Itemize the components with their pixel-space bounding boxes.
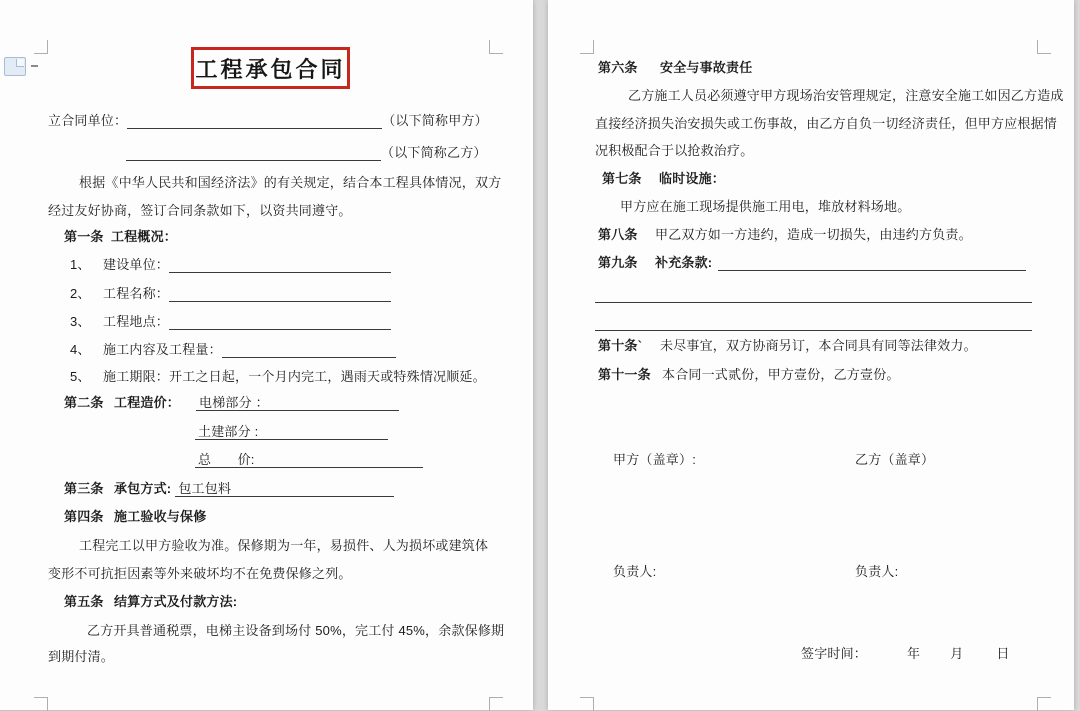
supplement-blank-line-2 [595, 314, 1032, 331]
seal-party-a: 甲方（盖章）: [613, 452, 697, 467]
article-6-body-2: 直接经济损失治安损失或工伤事故，由乙方自负一切经济责任，但甲方应根据情 [595, 116, 1058, 131]
article-11-line [598, 366, 900, 383]
article-7-title: 临时设施： [659, 171, 726, 186]
item-number: 4、 [70, 342, 91, 357]
margin-mark-top-left-p2 [580, 40, 594, 54]
sign-date-label: 签字时间： [801, 646, 868, 661]
intro-line-2: 经过友好协商，签订合同条款如下，以资共同遵守。 [48, 203, 352, 218]
margin-mark-bottom-left-p1 [34, 697, 48, 711]
margin-mark-top-left-p1 [34, 40, 48, 54]
item-number: 3、 [70, 314, 91, 329]
article-4-heading [64, 508, 206, 525]
article-5-body-2: 到期付清。 [48, 649, 115, 664]
item-number: 1、 [70, 257, 91, 272]
article-6-title: 安全与事故责任 [660, 60, 753, 75]
sign-date-month: 月 [950, 646, 964, 661]
article-2-heading [64, 394, 399, 411]
blank-underline [595, 315, 1032, 331]
price-total-blank: 总 价: [195, 451, 423, 468]
blank-underline [127, 113, 382, 129]
seal-party-b: 乙方（盖章） [855, 452, 935, 467]
margin-mark-top-right-p2 [1037, 40, 1051, 54]
article-6-heading [598, 59, 752, 76]
article-1-heading [64, 228, 177, 245]
contract-title-box [191, 47, 350, 89]
sign-date-day: 日 [996, 646, 1010, 661]
article-5-title: 结算方式及付款方法: [114, 594, 238, 609]
article-5-body-1: 乙方开具普通税票，电梯主设备到场付 50%，完工付 45%，余款保修期 [87, 623, 505, 638]
article-11-number: 第十一条 [598, 367, 651, 382]
item-label: 施工内容及工程量： [103, 342, 222, 357]
page-fold-icon [16, 59, 24, 67]
article-6-body-3: 况积极配合于以抢救治疗。 [595, 143, 754, 158]
party-b-line [126, 144, 487, 161]
document-icon-dash [31, 65, 38, 67]
blank-underline [126, 145, 381, 161]
party-a-suffix: （以下简称甲方） [382, 113, 488, 128]
article-9-line [598, 254, 1026, 271]
article-7-heading [602, 170, 725, 187]
sign-date-line [801, 645, 1010, 662]
blank-underline [169, 286, 391, 302]
price-civil-line [195, 423, 388, 440]
document-icon[interactable] [4, 57, 26, 76]
article-2-title: 工程造价： [114, 395, 181, 410]
price-civil-blank: 土建部分 : [195, 423, 388, 440]
responsible-party-b: 负责人: [855, 564, 899, 579]
blank-underline [595, 287, 1032, 303]
article-10-number: 第十条` [598, 338, 643, 353]
article-1-title: 工程概况： [111, 229, 178, 244]
item-text: 开工之日起，一个月内完工，遇雨天或特殊情况顺延。 [169, 369, 486, 384]
article-2-number: 第二条 [64, 395, 104, 410]
article-9-number: 第九条 [598, 255, 638, 270]
article-5-heading [64, 593, 237, 610]
article-8-text: 甲乙双方如一方违约，造成一切损失，由违约方负责。 [655, 227, 972, 242]
item-2-line [70, 285, 391, 302]
blank-underline [169, 257, 391, 273]
article-7-body: 甲方应在施工现场提供施工用电，堆放材料场地。 [620, 199, 911, 214]
article-3-number: 第三条 [64, 481, 104, 496]
item-label: 施工期限： [103, 369, 170, 384]
item-5-line [70, 368, 486, 385]
article-6-number: 第六条 [598, 60, 638, 75]
item-4-line [70, 341, 396, 358]
party-a-line [48, 112, 488, 129]
blank-underline [169, 314, 391, 330]
contract-title: 工程承包合同 [195, 56, 346, 82]
article-4-number: 第四条 [64, 509, 104, 524]
article-4-body-2: 变形不可抗拒因素等外来破坏均不在免费保修之列。 [48, 566, 352, 581]
blank-underline [718, 255, 1026, 271]
blank-underline [222, 342, 396, 358]
price-elevator-blank: 电梯部分 ： [196, 394, 399, 411]
intro-line-1: 根据《中华人民共和国经济法》的有关规定，结合本工程具体情况，双方 [79, 175, 502, 190]
item-3-line [70, 313, 391, 330]
contract-mode-value: 包工包料 [175, 480, 394, 497]
article-6-body-1: 乙方施工人员必须遵守甲方现场治安管理规定，注意安全施工如因乙方造成 [628, 88, 1064, 103]
article-4-title: 施工验收与保修 [114, 509, 207, 524]
party-b-suffix: （以下简称乙方） [381, 145, 487, 160]
article-8-line [598, 226, 972, 243]
article-4-body-1: 工程完工以甲方验收为准。保修期为一年，易损件、人为损坏或建筑体 [79, 538, 489, 553]
article-3-heading [64, 480, 394, 497]
sign-date-year: 年 [907, 646, 921, 661]
article-10-text: 未尽事宜，双方协商另订，本合同具有同等法律效力。 [660, 338, 977, 353]
party-label: 立合同单位： [48, 113, 128, 128]
article-9-title: 补充条款: [655, 255, 713, 270]
margin-mark-top-right-p1 [489, 40, 503, 54]
article-7-number: 第七条 [602, 171, 642, 186]
supplement-blank-line-1 [595, 286, 1032, 303]
article-8-number: 第八条 [598, 227, 638, 242]
item-label: 工程地点： [103, 314, 170, 329]
item-number: 5、 [70, 369, 91, 384]
page-2 [548, 0, 1074, 710]
item-label: 工程名称： [103, 286, 170, 301]
price-total-line [195, 451, 423, 468]
responsible-party-a: 负责人: [613, 564, 657, 579]
article-11-text: 本合同一式贰份，甲方壹份，乙方壹份。 [662, 367, 900, 382]
margin-mark-bottom-right-p1 [489, 697, 503, 711]
article-5-number: 第五条 [64, 594, 104, 609]
article-3-title: 承包方式: [114, 481, 172, 496]
margin-mark-bottom-left-p2 [580, 697, 594, 711]
article-10-line [598, 337, 977, 354]
item-number: 2、 [70, 286, 91, 301]
margin-mark-bottom-right-p2 [1037, 697, 1051, 711]
article-1-number: 第一条 [64, 229, 104, 244]
item-label: 建设单位： [103, 257, 170, 272]
item-1-line [70, 256, 391, 273]
